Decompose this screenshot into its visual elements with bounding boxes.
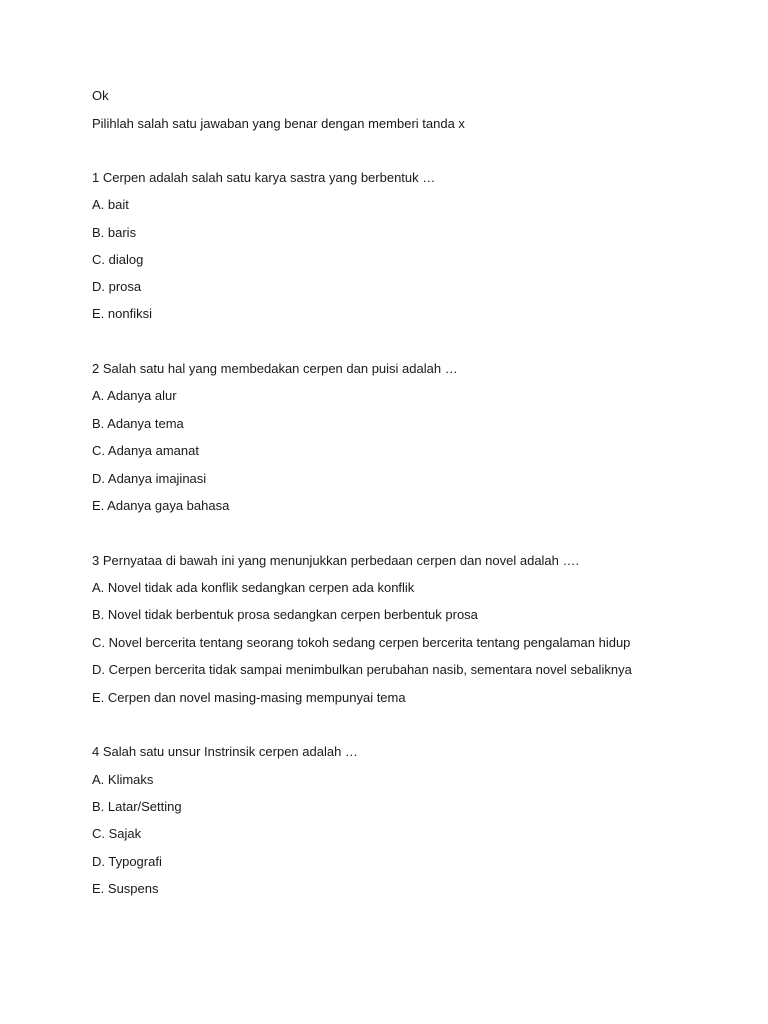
answer-option: E. Suspens (92, 881, 159, 896)
answer-option: C. Sajak (92, 826, 142, 841)
answer-option: E. Cerpen dan novel masing-masing mempunyai tema (92, 690, 406, 705)
answer-option: A. Novel tidak ada konflik sedangkan cerpen ada konflik (92, 580, 415, 595)
question-text: 1 Cerpen adalah salah satu karya sastra yang berbentuk … (92, 170, 436, 185)
answer-option: B. Latar/Setting (92, 799, 182, 814)
answer-option: C. dialog (92, 252, 144, 267)
answer-option: A. Klimaks (92, 772, 154, 787)
answer-option: B. Adanya tema (92, 416, 184, 431)
answer-option: D. Cerpen bercerita tidak sampai menimbulkan perubahan nasib, sementara novel sebaliknya (92, 662, 632, 677)
answer-option: E. nonfiksi (92, 306, 152, 321)
answer-option: E. Adanya gaya bahasa (92, 498, 230, 513)
answer-option: C. Novel bercerita tentang seorang tokoh sedang cerpen bercerita tentang pengalaman hidup (92, 635, 631, 650)
answer-option: B. baris (92, 225, 137, 240)
question-text: 2 Salah satu hal yang membedakan cerpen dan puisi adalah … (92, 361, 458, 376)
answer-option: D. Typografi (92, 854, 162, 869)
answer-option: D. prosa (92, 279, 142, 294)
document-header: Ok (92, 88, 109, 103)
question-text: 4 Salah satu unsur Instrinsik cerpen adalah … (92, 744, 358, 759)
answer-option: A. Adanya alur (92, 388, 177, 403)
answer-option: D. Adanya imajinasi (92, 471, 207, 486)
instruction-text: Pilihlah salah satu jawaban yang benar dengan memberi tanda x (92, 116, 465, 131)
answer-option: B. Novel tidak berbentuk prosa sedangkan cerpen berbentuk prosa (92, 607, 478, 622)
question-text: 3 Pernyataa di bawah ini yang menunjukkan perbedaan cerpen dan novel adalah …. (92, 553, 580, 568)
answer-option: C. Adanya amanat (92, 443, 199, 458)
answer-option: A. bait (92, 197, 129, 212)
